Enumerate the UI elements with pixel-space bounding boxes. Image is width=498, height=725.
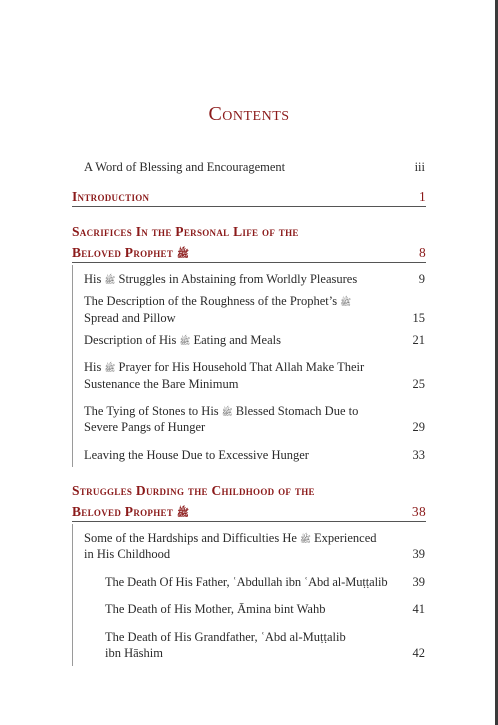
salawat-glyph-icon: ﷺ <box>179 336 191 346</box>
entry-label-line2: in His Childhood <box>84 547 171 561</box>
entry-label-line1 <box>84 293 351 310</box>
entry-label-line1-text: The Description of the Roughness of the Prophet’s <box>84 294 338 308</box>
salawat-glyph-icon: ﷺ <box>104 363 116 373</box>
entry-page: 39 <box>412 547 425 561</box>
group-bar <box>72 265 73 467</box>
entry-label-post: Eating and Meals <box>193 333 281 347</box>
toc-entry-death-grandfather[interactable] <box>105 629 425 663</box>
entry-label <box>84 332 281 349</box>
entry-page: 21 <box>412 333 425 347</box>
entry-label-post: Experienced <box>314 531 377 545</box>
toc-section-struggles-childhood[interactable] <box>72 483 426 523</box>
section-rule <box>72 521 426 522</box>
section-label-line2 <box>72 504 189 522</box>
entry-page: 15 <box>412 311 425 325</box>
section-label-line2 <box>72 245 189 263</box>
salawat-glyph-icon: ﷺ <box>104 275 116 285</box>
entry-page: 41 <box>412 602 425 616</box>
entry-label-line1 <box>84 530 377 547</box>
entry-label-pre: Some of the Hardships and Difficulties He <box>84 531 297 545</box>
entry-label: The Death of His Mother, Āmina bint Wahb <box>105 602 326 616</box>
section-page: 38 <box>411 504 426 519</box>
entry-label-line1: The Death of His Grandfather, ʿAbd al-Muṭṭalib <box>105 630 346 644</box>
section-label-line1: Struggles Durding the Childhood of the <box>72 483 315 498</box>
entry-label-line2: Spread and Pillow <box>84 311 176 325</box>
entry-page: 42 <box>412 646 425 660</box>
toc-entry-prayer-household[interactable] <box>84 359 425 393</box>
entry-label-pre: The Tying of Stones to His <box>84 404 219 418</box>
salawat-glyph-icon: ﷺ <box>340 297 352 307</box>
entry-page: 25 <box>412 377 425 391</box>
salawat-glyph-icon: ﷺ <box>300 534 311 544</box>
section-page: 8 <box>418 245 426 260</box>
section-rule <box>72 206 426 207</box>
entry-label-post: Blessed Stomach Due to <box>235 404 359 418</box>
toc-entry-hardships-childhood[interactable] <box>84 530 425 564</box>
section-rule <box>72 262 426 263</box>
section-label-line2-text: Beloved Prophet <box>72 245 174 260</box>
section-label: Introduction <box>72 189 150 204</box>
page-title: Contents <box>208 103 290 125</box>
entry-page: iii <box>414 160 425 174</box>
salawat-glyph-icon: ﷺ <box>176 249 189 260</box>
salawat-glyph-icon: ﷺ <box>221 407 233 417</box>
toc-section-sacrifices[interactable] <box>72 224 426 264</box>
entry-label <box>84 271 357 288</box>
section-label-line2-text: Beloved Prophet <box>72 504 174 519</box>
entry-label-line1 <box>84 403 358 420</box>
entry-label-line1 <box>84 359 364 376</box>
entry-label-post: Struggles in Abstaining from Worldly Pleasures <box>118 272 358 286</box>
entry-label-line2: ibn Hāshim <box>105 646 163 660</box>
entry-label: The Death Of His Father, ʿAbdullah ibn ʿAbd al-Muṭṭalib <box>105 575 388 589</box>
entry-label: Leaving the House Due to Excessive Hunger <box>84 448 309 462</box>
entry-label-pre: Description of His <box>84 333 177 347</box>
entry-label-post: Prayer for His Household That Allah Make Their <box>118 360 365 374</box>
toc-entry-tying-stones[interactable] <box>84 403 425 437</box>
entry-label: A Word of Blessing and Encouragement <box>84 160 286 174</box>
entry-page: 33 <box>412 448 425 462</box>
group-bar <box>72 524 73 666</box>
entry-label-pre: His <box>84 272 102 286</box>
entry-label-line2: Sustenance the Bare Minimum <box>84 377 239 391</box>
entry-page: 29 <box>412 420 425 434</box>
section-page: 1 <box>418 189 426 204</box>
entry-label-line2: Severe Pangs of Hunger <box>84 420 206 434</box>
section-label-line1: Sacrifices In the Personal Life of the <box>72 224 299 239</box>
entry-page: 9 <box>418 272 425 286</box>
entry-page: 39 <box>412 575 425 589</box>
entry-label-pre: His <box>84 360 102 374</box>
salawat-glyph-icon: ﷺ <box>176 508 189 519</box>
toc-entry-roughness[interactable] <box>84 293 425 327</box>
